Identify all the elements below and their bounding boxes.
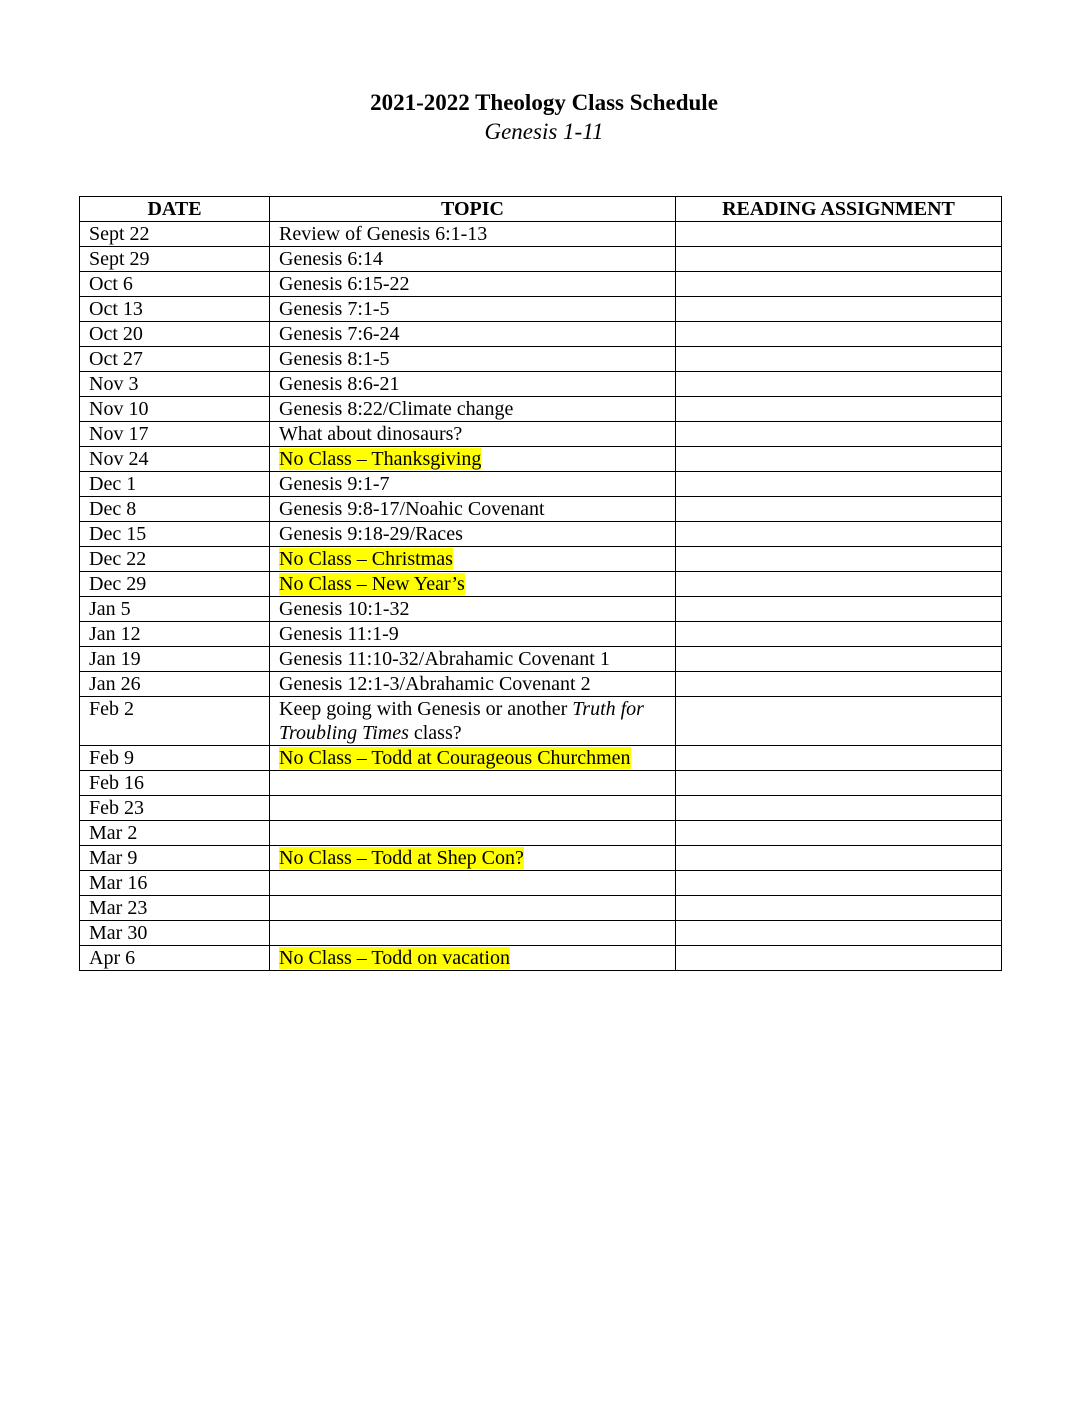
date-cell: Feb 16 (80, 771, 270, 796)
topic-cell (270, 597, 676, 622)
date-cell: Jan 26 (80, 672, 270, 697)
date-cell: Jan 5 (80, 597, 270, 622)
date-cell: Mar 30 (80, 921, 270, 946)
topic-text: Genesis 9:1-7 (279, 473, 390, 495)
date-cell: Dec 8 (80, 497, 270, 522)
reading-cell (676, 697, 1002, 746)
reading-cell (676, 946, 1002, 971)
page-subtitle: Genesis 1-11 (484, 119, 604, 144)
date-cell: Oct 13 (80, 297, 270, 322)
date-cell: Dec 1 (80, 472, 270, 497)
date-cell: Sept 22 (80, 222, 270, 247)
no-class-note: No Class – Todd at Shep Con? (279, 847, 524, 869)
topic-text: Genesis 10:1-32 (279, 598, 410, 620)
table-row (80, 771, 1002, 796)
reading-cell (676, 222, 1002, 247)
date-cell: Nov 10 (80, 397, 270, 422)
reading-cell (676, 447, 1002, 472)
date-cell: Nov 3 (80, 372, 270, 397)
topic-text: Genesis 8:6-21 (279, 373, 400, 395)
reading-cell (676, 746, 1002, 771)
topic-text: What about dinosaurs? (279, 423, 463, 445)
topic-cell (270, 222, 676, 247)
table-row (80, 372, 1002, 397)
table-row (80, 796, 1002, 821)
topic-text: Genesis 7:6-24 (279, 323, 400, 345)
date-cell: Nov 17 (80, 422, 270, 447)
reading-cell (676, 622, 1002, 647)
topic-cell (270, 746, 676, 771)
topic-text: Genesis 7:1-5 (279, 298, 390, 320)
topic-text: Keep going with Genesis or another (279, 698, 573, 720)
reading-cell (676, 771, 1002, 796)
topic-text: Genesis 11:10-32/Abrahamic Covenant 1 (279, 648, 610, 670)
table-row (80, 397, 1002, 422)
table-row (80, 447, 1002, 472)
column-header-date: DATE (80, 197, 270, 222)
reading-cell (676, 247, 1002, 272)
table-row (80, 422, 1002, 447)
date-cell: Mar 2 (80, 821, 270, 846)
date-cell: Feb 2 (80, 697, 270, 746)
schedule-body (80, 222, 1002, 971)
table-row (80, 497, 1002, 522)
no-class-note: No Class – New Year’s (279, 573, 465, 595)
topic-cell (270, 522, 676, 547)
topic-cell (270, 871, 676, 896)
reading-cell (676, 921, 1002, 946)
table-row (80, 572, 1002, 597)
reading-cell (676, 322, 1002, 347)
column-header-reading: READING ASSIGNMENT (676, 197, 1002, 222)
topic-cell (270, 247, 676, 272)
topic-cell (270, 846, 676, 871)
date-cell: Apr 6 (80, 946, 270, 971)
table-row (80, 672, 1002, 697)
table-row (80, 522, 1002, 547)
date-cell: Mar 9 (80, 846, 270, 871)
topic-cell (270, 921, 676, 946)
topic-cell (270, 447, 676, 472)
table-row (80, 472, 1002, 497)
reading-cell (676, 821, 1002, 846)
date-cell: Nov 24 (80, 447, 270, 472)
date-cell: Oct 27 (80, 347, 270, 372)
reading-cell (676, 572, 1002, 597)
topic-text: Genesis 11:1-9 (279, 623, 399, 645)
topic-cell (270, 397, 676, 422)
reading-cell (676, 472, 1002, 497)
table-row (80, 896, 1002, 921)
topic-text: class? (408, 722, 462, 744)
reading-cell (676, 547, 1002, 572)
date-cell: Dec 22 (80, 547, 270, 572)
date-cell: Oct 6 (80, 272, 270, 297)
topic-cell (270, 497, 676, 522)
reading-cell (676, 846, 1002, 871)
table-row (80, 322, 1002, 347)
topic-text: Genesis 9:8-17/Noahic Covenant (279, 498, 545, 520)
topic-cell (270, 622, 676, 647)
topic-text: Genesis 8:22/Climate change (279, 398, 514, 420)
topic-cell (270, 672, 676, 697)
table-row (80, 622, 1002, 647)
table-row (80, 697, 1002, 746)
topic-cell (270, 946, 676, 971)
date-cell: Mar 23 (80, 896, 270, 921)
reading-cell (676, 372, 1002, 397)
reading-cell (676, 497, 1002, 522)
date-cell: Sept 29 (80, 247, 270, 272)
table-row (80, 547, 1002, 572)
table-row (80, 821, 1002, 846)
topic-cell (270, 472, 676, 497)
topic-cell (270, 821, 676, 846)
topic-text: Review of Genesis 6:1-13 (279, 223, 488, 245)
topic-cell (270, 771, 676, 796)
page-title: 2021-2022 Theology Class Schedule (370, 90, 718, 115)
schedule-table (79, 196, 1002, 971)
date-cell: Oct 20 (80, 322, 270, 347)
topic-cell (270, 547, 676, 572)
table-row (80, 647, 1002, 672)
date-cell: Dec 29 (80, 572, 270, 597)
reading-cell (676, 871, 1002, 896)
reading-cell (676, 422, 1002, 447)
reading-cell (676, 896, 1002, 921)
topic-cell (270, 572, 676, 597)
column-header-topic: TOPIC (270, 197, 676, 222)
no-class-note: No Class – Todd at Courageous Churchmen (279, 747, 631, 769)
topic-cell (270, 297, 676, 322)
topic-cell (270, 347, 676, 372)
reading-cell (676, 597, 1002, 622)
topic-text: Genesis 6:14 (279, 248, 383, 270)
no-class-note: No Class – Christmas (279, 548, 453, 570)
reading-cell (676, 297, 1002, 322)
date-cell: Dec 15 (80, 522, 270, 547)
topic-cell (270, 422, 676, 447)
topic-cell (270, 272, 676, 297)
topic-text: Genesis 6:15-22 (279, 273, 410, 295)
topic-cell (270, 372, 676, 397)
table-header-row (80, 197, 1002, 222)
date-cell: Feb 9 (80, 746, 270, 771)
reading-cell (676, 672, 1002, 697)
reading-cell (676, 647, 1002, 672)
table-row (80, 272, 1002, 297)
no-class-note: No Class – Thanksgiving (279, 448, 482, 470)
topic-cell (270, 796, 676, 821)
date-cell: Feb 23 (80, 796, 270, 821)
reading-cell (676, 347, 1002, 372)
reading-cell (676, 796, 1002, 821)
table-row (80, 222, 1002, 247)
table-row (80, 846, 1002, 871)
table-row (80, 946, 1002, 971)
reading-cell (676, 397, 1002, 422)
topic-cell (270, 647, 676, 672)
date-cell: Jan 12 (80, 622, 270, 647)
table-row (80, 247, 1002, 272)
topic-text: Genesis 8:1-5 (279, 348, 390, 370)
topic-cell (270, 697, 676, 746)
topic-cell (270, 322, 676, 347)
topic-italic-text: Truth for Troubling Times (279, 698, 644, 744)
date-cell: Jan 19 (80, 647, 270, 672)
table-row (80, 921, 1002, 946)
table-row (80, 597, 1002, 622)
no-class-note: No Class – Todd on vacation (279, 947, 510, 969)
table-row (80, 347, 1002, 372)
table-row (80, 871, 1002, 896)
reading-cell (676, 272, 1002, 297)
topic-text: Genesis 12:1-3/Abrahamic Covenant 2 (279, 673, 591, 695)
table-row (80, 746, 1002, 771)
date-cell: Mar 16 (80, 871, 270, 896)
reading-cell (676, 522, 1002, 547)
table-row (80, 297, 1002, 322)
topic-cell (270, 896, 676, 921)
topic-text: Genesis 9:18-29/Races (279, 523, 463, 545)
